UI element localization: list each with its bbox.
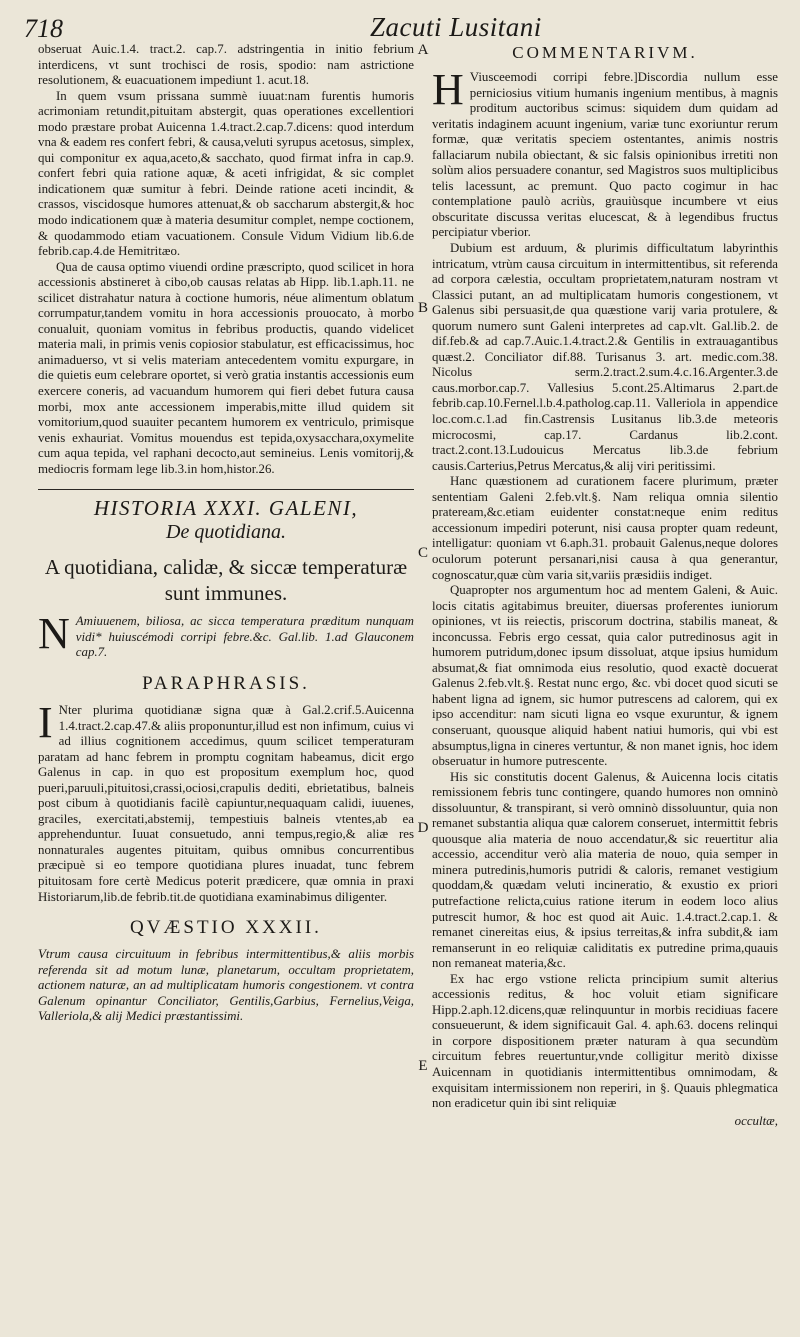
left-paragraph-2: In quem vsum prissana summè iuuat:nam furentis humoris acrimoniam retundit,pituitam abstergit, quas operationes excellentiori modo præstare probat Auicenna 1.4.tract.2.cap.7.dicens: quod interdum vna & eadem res confert febri, & causa,veluti syrupus acetosus, simplex, qui componitur ex aqua,aceto,& sacchato, quod firmat infra in cap.9. confert febri quia ratione aquæ, & aceti infrigidat, & sic complet indicationem quæ sumitur à febri. Deinde ratione aceti incindit, & crassos, viscidosque humores attenuat,& ob saccharum abstergit,& hoc modo indicationem quæ à materia desumitur complet, nempe coctionem, & quodammodo etiam vacuationem. Consule Vidum Vidium lib.6.de febrib.cap.4.de Hemitritæo.	[38, 88, 414, 259]
history-subheading: De quotidiana.	[166, 521, 286, 544]
margin-letter-b: B	[417, 300, 428, 316]
catchword: occultæ,	[734, 1113, 778, 1128]
paraphrasis-block	[38, 697, 414, 905]
history-text: Amiuuenem, biliosa, ac sicca temperatura præditum nunquam vidi* huiuscémodi corripi febre.&c. Gal.lib. 1.ad Glauconem cap.7.	[75, 614, 414, 660]
history-text-block	[38, 609, 414, 661]
paraphrasis-heading: PARAPHRASIS.	[142, 672, 310, 694]
history-dropcap: N	[38, 609, 70, 659]
history-title: A quotidiana, calidæ, & siccæ temperaturæ sunt immunes.	[44, 555, 408, 606]
paraphrasis-dropcap: I	[38, 697, 53, 747]
right-column	[432, 42, 778, 1129]
margin-letter-d: D	[417, 820, 429, 836]
margin-letter-a: A	[417, 42, 429, 58]
right-paragraph-2: Dubium est arduum, & plurimis difficultatum labyrinthis intricatum, vtrùm causa circuitum in intermittentibus, sit referenda ad corpora cælestia, occultam proprietatem,naturam nostram vt Classici putant, an ad multiplicatam humoris congestionem, vt Galenus sibi persuasit,de qua quæstione varij varia protulere, & quorum numero sunt Galeni interpretes ad cap.vlt. Gal.lib.2. de dif.feb.& ad cap.7.Auic.1.4.tract.2.& Gentilis in extrauagantibus quæst.2. Conciliator dif.88. Turisanus 3. art. medic.com.38. Nicolus serm.2.tract.2.sum.4.c.16.Argenter.3.de caus.morbor.cap.7. Vallesius 5.cont.25.Altimarus 2.part.de febrib.cap.10.Fernel.l.b.4.patholog.cap.11. Valleriola in appendice loc.com.c.1.ad fin.Castrensis Lusitanus lib.3.de meteoris microcosmi, cap.17. Cardanus lib.2.cont. tract.2.cont.13.Ludouicus Mercatus lib.3.de febrium causis.Carterius,Petrus Mercatus,& alij viri peritissimi.	[432, 241, 778, 473]
left-column	[38, 42, 414, 1025]
page-number: 718	[24, 14, 63, 43]
margin-letter-c: C	[417, 545, 428, 561]
left-paragraph-1: obseruat Auic.1.4. tract.2. cap.7. adstringentia in initio febrium interdicens, vt sunt trochisci de rosis, spodio: nam astrictione resolutionem, & euacuationem impediunt 1. acut.18.	[38, 42, 414, 88]
left-paragraph-3: Qua de causa optimo viuendi ordine præscripto, quod scilicet in hora accessionis abstineret à cibo,ob causas relatas ab Hipp. lib.1.aph.11. ne scilicet distrahatur natura à coctione humoris, néue alimentum oblatum corrumpatur,tandem vomitu in hora accessionis prouocato, à morbo conualuit, quoniam vomitus in febribus productis, quando videlicet materia mali, in primis venis copiosior stabulatur, est efficacissimus, hoc animaduerso, vt si velis materiam antecedentem vomitu expurgare, in die quietis eum celebrare oportet, si verò gratia instantis accessionis eum exercere coneris, ad vacuandum humorem qui fieri debet futura causa morbi, mox ante accessionem imperabis,mitte illud quidem sit vomitorium,quod suauiter pecantem humorem ex ventriculo, primisque venis exhauriat. Vomitus mouendus est tepida,oxysacchara,oxymelite cum aqua tepida, vel raphani decocto,aut semineius. Lenis vomitorij,& mediocris formam lege lib.3.in hom,histor.26.	[38, 259, 414, 476]
right-paragraph-4: Quapropter nos argumentum hoc ad mentem Galeni, & Auic. locis citatis agitabimus breuiter, diuersas proferentes iuniorum opiniones, vt iis reiectis, priscorum doctrina, stabilis maneat, & inconcussa. Febris ergo cessat, quia calor putredinosus agit in humorem putridum,donec ipsum dissoluat, atque ipsius humidum absumat,& fiat omnimoda eius resolutio, quod exactè docuerat Galenus 2.feb.vlt.§. Restat nunc ergo, &c. vbi docet quod sicuti se habent ligna ad ignem, sic humor putrescens ad calorem, qui ex ipso accenditur: nam sicuti ligna eo vsque exuruntur, & ignem conseruant, quousque aliquid habent natiui humoris, qui vbi est absumptus,ligna in cineres vertuntur, & non manet ignis, hoc idem obseruatur in humore putrescente.	[432, 583, 778, 769]
paraphrasis-text: Nter plurima quotidianæ signa quæ à Gal.2.crif.5.Auicenna 1.4.tract.2.cap.47.& aliis proponuntur,illud est non infimum, cuius vi ad illius cognitionem accedimus, quum scilicet temperaturam paratam ad hanc febrem in promptu cognitam habeamus, dicit ergo Galenus in cap. in quo est propositum exemplum hoc, quod pueri,paruuli,pituitosi,crassi,ociosi,crapulis dediti, ebrietatibus, balneis post cibum à quotidianis facilè capiuntur,nequaquam calidi, iuuenes, graciles, exercitati,abstemij, tempestiuis balneis vtentes,ab ea apprehenduntur. Iuuat consuetudo, anni tempus,regio,& aliæ res nonnaturales augentes pituitam, quibus omnibus concurrentibus præcipuè si eo tempore quotidiana plures inuadat, tunc febrem pituitosam fore certè Medicus poterit prædicere, quæ omnia in praxi Historiarum,lib.de febrib.tit.de quotidiana examinabimus diligenter.	[38, 702, 414, 904]
right-paragraph-5: His sic constitutis docent Galenus, & Auicenna locis citatis remissionem febris tunc contingere, quando humores non omninò dissoluuntur, & transpirant, si verò omninò dissoluuntur, quia non remanet substantia aliqua quæ calorem conseruet, intermittit febris quousque alia materia de nouo accendatur,& sic reuertitur alia accessio, accenditur verò alia materia de nouo, quia semper in minera putredinis,humoris putridi & caloris, remanet vestigium quoddam,& quædam veluti incineratio, & exustio ex priori putrefactione relicta,cuius ratione iterum in eodem loco alius putrescit humor, & hoc est quod ait Auic. 1.4.tract.2.cap.1. & remanet cinereitas eius, & ipsius terreitas,& infra subdit,& iam remanserunt in eo reliquiæ caliditatis ex putredine prima,quauis non remaneat materia,&c.	[432, 769, 778, 971]
right-paragraph-6: Ex hac ergo vstione relicta principium sumit alterius accessionis reditus, & hoc voluit etiam significare Hipp.2.aph.12.dicens,quæ relinquuntur in morbis recidiuas facere consueuerunt, & idem significauit Gal. 4. aph.63. docens relinqui in corpore dispositionem præter naturam à qua secundùm circuitum febres reuertuntur,vnde colligitur meritò dixisse Auicennam in quotidianis intermittentibus omnimodam, & exquisitam intermissionem non reperiri, in §. Quauis phlegmatica non eradicetur quin ibi sint reliquiæ	[432, 971, 778, 1111]
quaestio-heading: QVÆSTIO XXXII.	[130, 917, 322, 939]
commentarium-dropcap: H	[432, 65, 464, 114]
running-title: Zacuti Lusitani	[370, 12, 542, 42]
commentarium-heading: COMMENTARIVM.	[512, 43, 698, 62]
history-heading: HISTORIA XXXI. GALENI,	[38, 489, 414, 520]
right-paragraph-1: Viusceemodi corripi febre.]Discordia nullum esse perniciosius vitium humanis ingenium mentibus, à magnis proditum auctoribus scimus: siquidem dum quidam ad veritatis indaginem acuunt ingenium, variæ tunc exoriuntur rerum formæ, quæ veritatis speciem ostentantes, animis nostris fallaciarum nubila obiectant, & sic falsis opinionibus irretiti non solùm alios persuadere conantur, sed Magistros suos multiplicibus telis lacessunt, ac premunt. Quo pacto cogimur in hac contemplatione paulò acriùs, grauiùsque incumbere vt eius obscuritate discussa veritas elucescat, & à legendibus fructus percipiatur vberior.	[432, 70, 778, 240]
commentarium-first-block	[432, 65, 778, 241]
page-header	[20, 10, 790, 42]
right-paragraph-3: Hanc quæstionem ad curationem facere plurimum, præter sententiam Galeni 2.feb.vlt.§. Nam reliqua omnia silentio prateream,&c.etiam euidenter constat:neque enim reditus accessionum impediri poterunt, nisi causa propter quam redeunt, intelligatur: quoniam vt 6.aph.31. probauit Galenus,neque dolores oculorum poterunt persanari,nisi causa à qua generantur, cognoscatur,quæ cùm varia sit,variis præsidiis indiget.	[432, 474, 778, 582]
quaestio-text: Vtrum causa circuituum in febribus intermittentibus,& aliis morbis referenda sit ad motum lunæ, planetarum, occultam proprietatem, actionem naturæ, an ad multiplicatam humoris congestionem. vt contra Galenum opinantur Conciliator, Gentilis,Garbius, Fernelius,Veiga, Valleriola,& alij Medici præstantissimi.	[38, 947, 414, 1024]
margin-letter-e: E	[418, 1058, 428, 1074]
